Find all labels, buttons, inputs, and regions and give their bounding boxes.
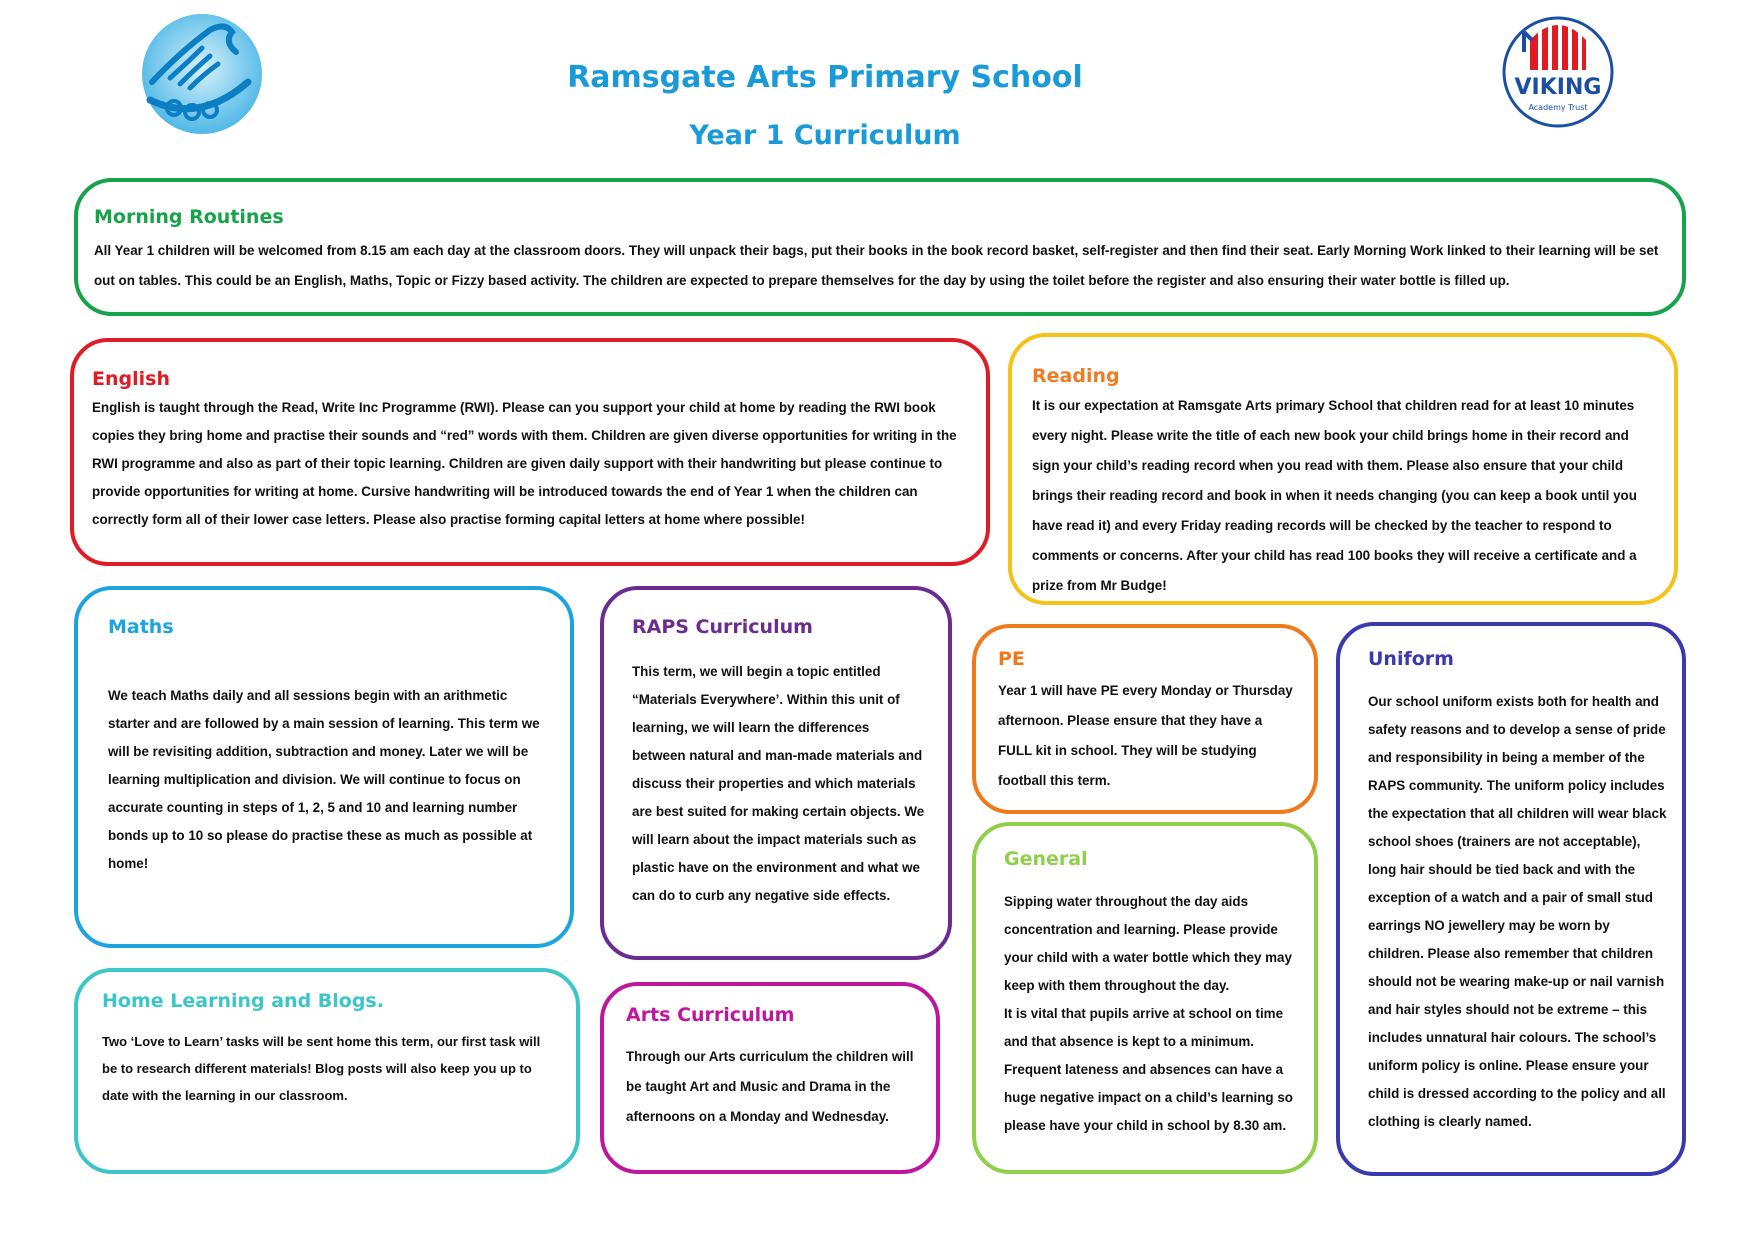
- svg-text:VIKING: VIKING: [1514, 75, 1602, 100]
- reading-section: [1008, 333, 1678, 605]
- section-title: PE: [998, 648, 1025, 670]
- section-text: All Year 1 children will be welcomed from 8.15 am each day at the classroom doors. They will unpack their bags, put their books in the book record basket, self-register and then find their seat. Early Morning Work linked to their learning will be set out on tables. This could be an English, Maths, Topic or Fizzy based activity. The children are expected to prepare themselves for the day by using the toilet before the register and also ensuring their water bottle is filled up.: [94, 243, 1659, 288]
- school-title: Ramsgate Arts Primary School: [567, 60, 1083, 95]
- uniform-section: [1336, 622, 1686, 1176]
- section-text: We teach Maths daily and all sessions begin with an arithmetic starter and are followed by a main session of learning. This term we will be revisiting addition, subtraction and money. Later we will be learning multiplication and division. We will continue to focus on accurate counting in steps of 1, 2, 5 and 10 and learning number bonds up to 10 so please do practise these as much as possible at home!: [108, 688, 540, 871]
- arts-curriculum-section: [600, 982, 940, 1174]
- section-text: Year 1 will have PE every Monday or Thursday afternoon. Please ensure that they have a FULL kit in school. They will be studying football this term.: [998, 683, 1293, 788]
- section-text: Two ‘Love to Learn’ tasks will be sent home this term, our first task will be to research different materials! Blog posts will also keep you up to date with the learning in our classroom.: [102, 1034, 541, 1103]
- section-text: Our school uniform exists both for health and safety reasons and to develop a sense of pride and responsibility in being a member of the RAPS community. The uniform policy includes the expectation that all children will wear black school shoes (trainers are not acceptable), long hair should be tied back and with the exception of a watch and a pair of small stud earrings NO jewellery may be worn by children. Please also remember that children should not be wearing make-up or nail varnish and hair styles should not be extreme – this includes unnatural hair colours. The school’s uniform policy is online. Please ensure your child is dressed according to the policy and all clothing is clearly named.: [1368, 694, 1667, 1129]
- page-title: Year 1 Curriculum: [689, 120, 961, 151]
- section-title: English: [92, 368, 170, 390]
- section-text: Sipping water throughout the day aids concentration and learning. Please provide your child with a water bottle which they may keep with them throughout the day. It is vital that pupils arrive at school on time and that absence is kept to a minimum. Frequent lateness and absences can have a huge negative impact on a child’s learning so please have your child in school by 8.30 am.: [1004, 894, 1293, 1133]
- section-text: Through our Arts curriculum the children will be taught Art and Music and Drama in the afternoons on a Monday and Wednesday.: [626, 1049, 914, 1124]
- section-title: Uniform: [1368, 648, 1454, 670]
- section-title: Arts Curriculum: [626, 1004, 795, 1026]
- section-text: This term, we will begin a topic entitled “Materials Everywhere’. Within this unit of learning, we will learn the differences between natural and man-made materials and discuss their properties and which materials are best suited for making certain objects. We will learn about the impact materials such as plastic have on the environment and what we can do to curb any negative side effects.: [632, 664, 925, 903]
- pe-section: [972, 624, 1318, 814]
- general-section: [972, 822, 1318, 1174]
- section-title: Maths: [108, 616, 174, 638]
- section-title: Reading: [1032, 365, 1120, 387]
- section-title: Home Learning and Blogs.: [102, 990, 384, 1012]
- home-learning-section: [74, 968, 580, 1174]
- section-title: General: [1004, 848, 1088, 870]
- section-title: RAPS Curriculum: [632, 616, 813, 638]
- maths-section: [74, 586, 574, 948]
- svg-text:Academy Trust: Academy Trust: [1528, 103, 1588, 112]
- section-text: It is our expectation at Ramsgate Arts primary School that children read for at least 10 minutes every night. Please write the title of each new book your child brings home in their record and sign your child’s reading record when you read with them. Please also ensure that your child brings their reading record and book in when it needs changing (you can keep a book until you have read it) and every Friday reading records will be checked by the teacher to respond to comments or concerns. After your child has read 100 books they will receive a certificate and a prize from Mr Budge!: [1032, 398, 1637, 593]
- section-title: Morning Routines: [94, 206, 284, 228]
- section-text: English is taught through the Read, Write Inc Programme (RWI). Please can you support your child at home by reading the RWI book copies they bring home and practise their sounds and “red” words with them. Children are given diverse opportunities for writing in the RWI programme and also as part of their topic learning. Children are given daily support with their handwriting but please continue to provide opportunities for writing at home. Cursive handwriting will be introduced towards the end of Year 1 when the children can correctly form all of their lower case letters. Please also practise forming capital letters at home where possible!: [92, 400, 957, 527]
- morning-routines-section: [74, 178, 1686, 316]
- raps-curriculum-section: [600, 586, 952, 960]
- english-section: [70, 338, 990, 566]
